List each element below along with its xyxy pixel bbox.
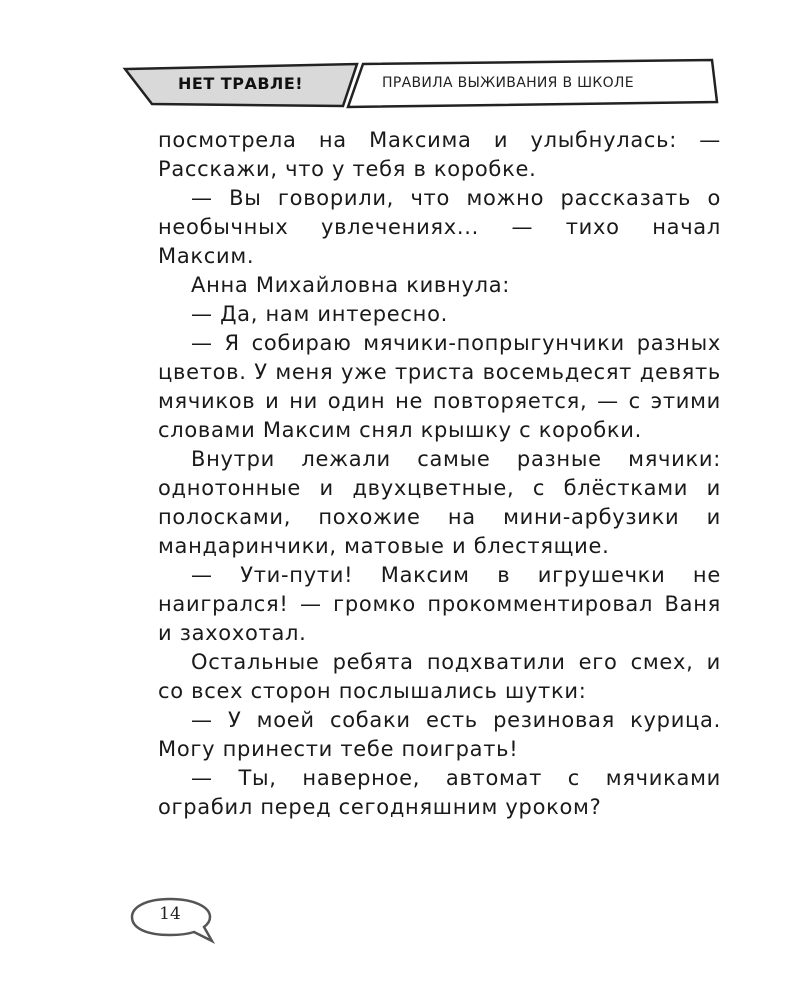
paragraph: посмотрела на Максима и улыбнулась: — Расскажи, что у тебя в коробке. [158, 128, 721, 181]
paragraph: — Ути-пути! Максим в игрушечки не наигрался! — громко прокомментировал Ваня и захохотал. [158, 563, 721, 645]
paragraph: Внутри лежали самые разные мячики: однотонные и двухцветные, с блёстками и полосками, похожие на мини-арбузики и мандаринчики, матовые и блестящие. [158, 447, 721, 558]
paragraph: — Вы говорили, что можно рассказать о необычных увлечениях... — тихо начал Максим. [158, 186, 721, 268]
page-number-bubble [128, 895, 218, 945]
paragraph: — Да, нам интересно. [191, 302, 448, 326]
running-header [0, 0, 800, 120]
paragraph: Остальные ребята подхватили его смех, и со всех сторон послышались шутки: [158, 650, 721, 703]
paragraph: — Я собираю мячики-попрыгунчики разных цветов. У меня уже триста восемьдесят девять мячиков и ни один не повторяется, — с этими словами Максим снял крышку с коробки. [158, 331, 721, 442]
page-body [158, 126, 721, 822]
paragraph: Анна Михайловна кивнула: [191, 273, 511, 297]
page-number: 14 [159, 904, 181, 924]
paragraph: — У моей собаки есть резиновая курица. Могу принести тебе поиграть! [158, 708, 721, 761]
header-banner [0, 0, 800, 120]
section-title: ПРАВИЛА ВЫЖИВАНИЯ В ШКОЛЕ [382, 75, 634, 91]
book-title: НЕТ ТРАВЛЕ! [178, 74, 304, 93]
paragraph: — Ты, наверное, автомат с мячиками ограбил перед сегодняшним уроком? [158, 766, 721, 819]
